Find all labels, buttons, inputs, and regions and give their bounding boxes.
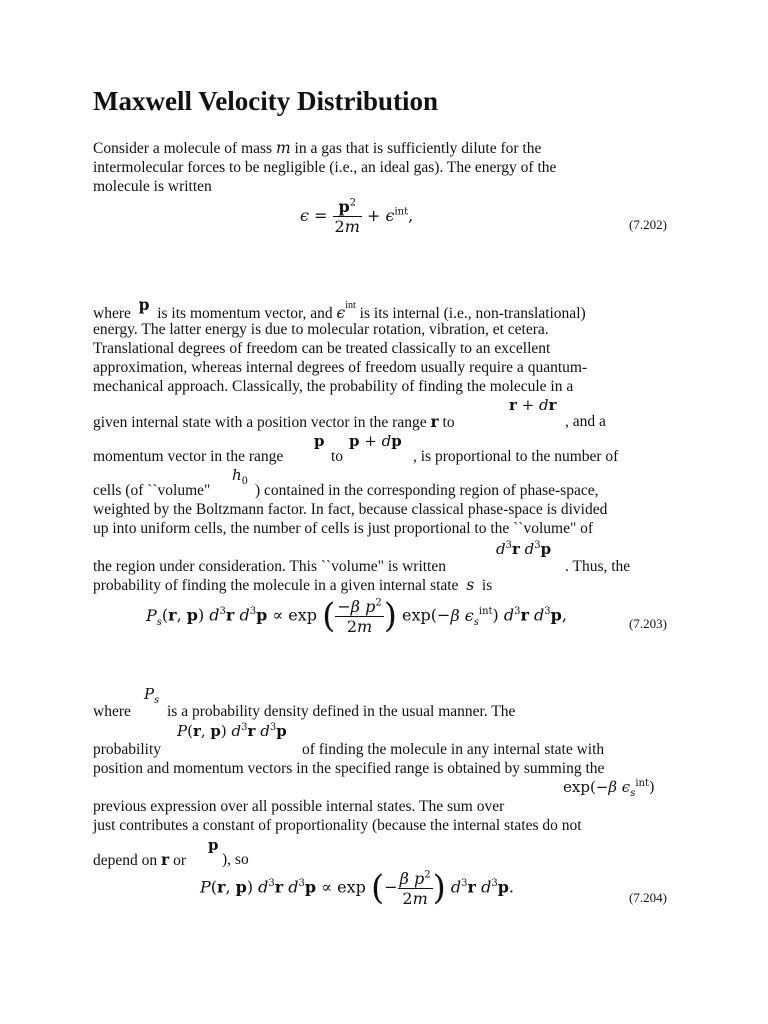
equation-number: (7.203) [629,616,667,631]
text-line: ) contained in the corresponding region of phase-space, [255,482,599,499]
math-h0: $h_0$ [232,466,249,487]
math-p-plus-dp: p + dp [349,432,402,450]
text-line: probability of finding the molecule in a given internal state s is [93,576,493,594]
text-line: just contributes a constant of proportionality (because the internal states do not [93,817,582,834]
equation-7-202: ϵ = $\frac{p^2}{2m}$ + $\epsilon^{int}$, [300,197,414,236]
text-line: previous expression over all possible internal states. The sum over [93,798,505,815]
text-line: cells (of ``volume" [93,482,211,499]
text-line: where [93,703,131,720]
math-P-r-p: P(r, p) $d^3r$ $d^3p$ [177,722,287,740]
text-line: weighted by the Boltzmann factor. In fact, because classical phase-space is divided [93,501,608,518]
text-line: given internal state with a position vector in the range r to [93,412,455,431]
math-Ps: $P_s$ [144,685,160,706]
text-line: Consider a molecule of mass m in a gas that is sufficiently dilute for the [93,139,542,157]
equation-7-203: $P_s(r$, p) $d^3r$ $d^3p \propto \exp$ ( $\frac{-\beta p^2}{2m}$ ) exp(−β $\epsilon_s^{int}$) $d^3r$ $d^3p$, [146,596,567,636]
text-line: the region under consideration. This ``volume" is written [93,558,446,575]
text-line: , and a [565,413,606,430]
text-line: intermolecular forces to be negligible (i.e., an ideal gas). The energy of the [93,159,557,176]
text-line: Translational degrees of freedom can be treated classically to an excellent [93,340,551,357]
text-line: depend on r or [93,850,186,869]
text-line: is a probability density defined in the usual manner. The [167,703,516,720]
text-line: molecule is written [93,178,212,195]
equation-7-204: P(r, p) $d^3r$ $d^3p \propto \exp$ (− $\frac{\beta p^2}{2m}$ ) $d^3r$ $d^3p$. [200,868,514,908]
text-line: position and momentum vectors in the specified range is obtained by summing the [93,760,605,777]
math-r-plus-dr: r + dr [509,396,557,414]
text-line: momentum vector in the range [93,448,284,465]
math-p: p [314,432,325,450]
text-line: . Thus, the [565,558,631,575]
text-line: energy. The latter energy is due to molecular rotation, vibration, et cetera. [93,321,549,338]
text-line: approximation, whereas internal degrees of freedom usually require a quantum- [93,359,588,376]
text-line: of finding the molecule in any internal state with [302,741,605,758]
math-exp-beta-eps: exp(−β $\epsilon_s^{int}$) [563,778,655,799]
text-line: to [331,448,344,465]
page-title: Maxwell Velocity Distribution [93,86,438,116]
math-d3r-d3p: $d^3r$ $d^3p$ [496,540,552,558]
text-line: ), so [222,851,249,868]
math-p: p [208,836,219,854]
text-line: , is proportional to the number of [413,448,619,465]
text-line: mechanical approach. Classically, the probability of finding the molecule in a [93,378,574,395]
equation-number: (7.204) [629,890,667,905]
text-line: probability [93,741,162,758]
text-line: up into uniform cells, the number of cells is just proportional to the ``volume" of [93,520,594,537]
equation-number: (7.202) [629,217,667,232]
text-line: where p is its momentum vector, and $\epsilon^{int}$ is its internal (i.e., non-translational) [93,295,586,323]
